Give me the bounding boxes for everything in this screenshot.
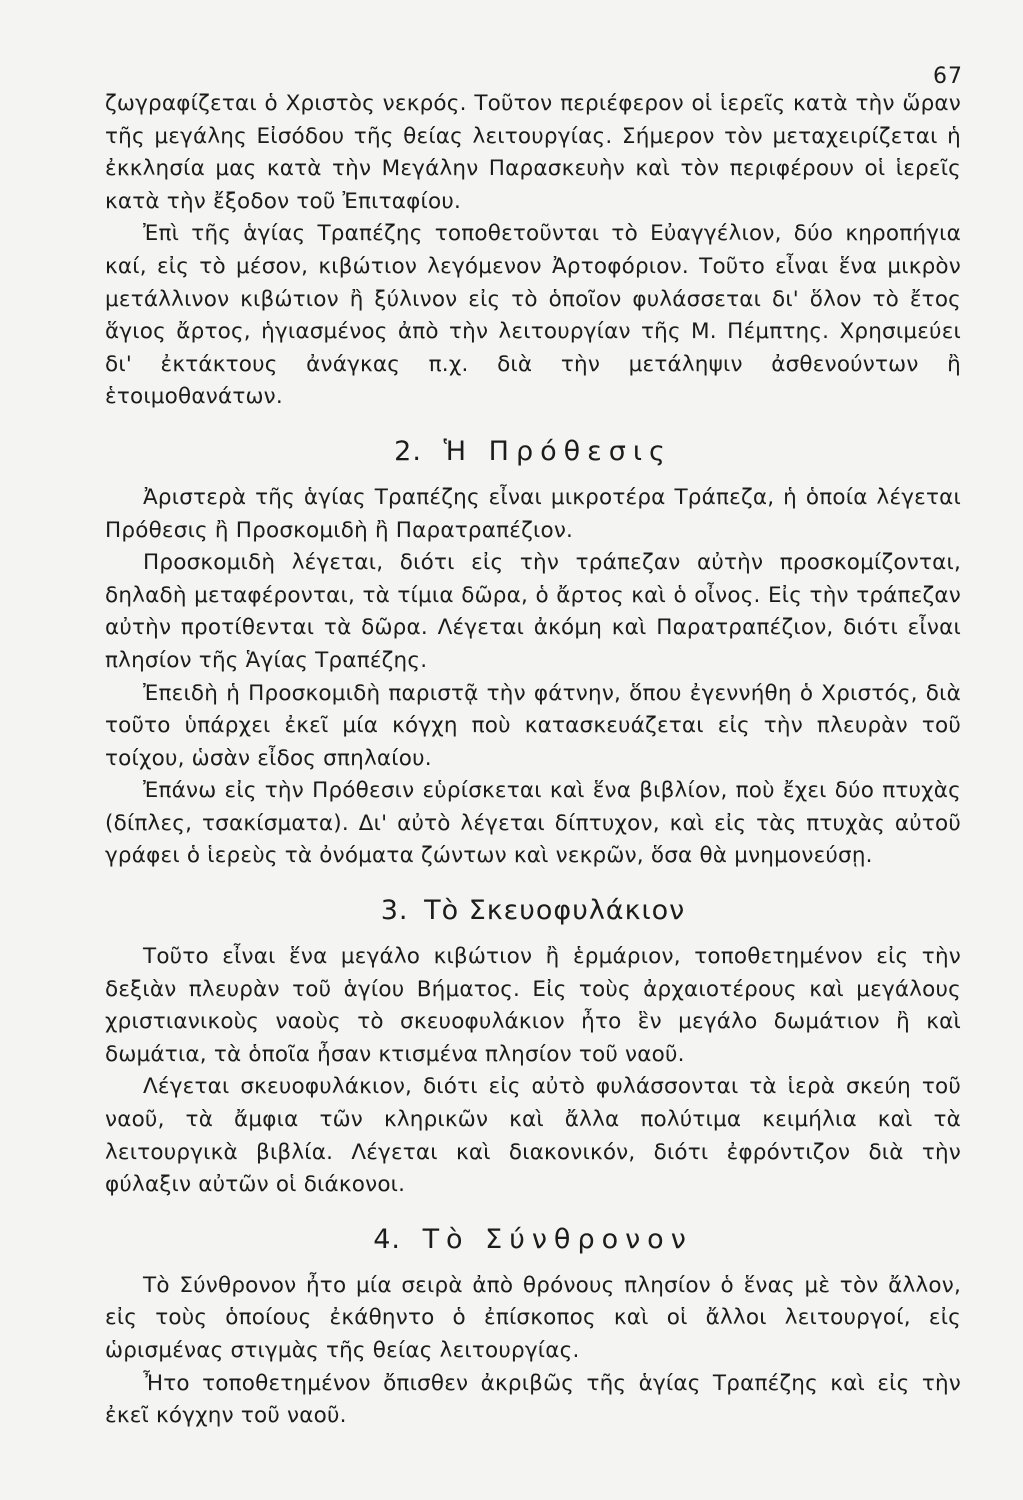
intro-paragraph-1: ζωγραφίζεται ὁ Χριστὸς νεκρός. Τοῦτον περιέφερον οἱ ἱερεῖς κατὰ τὴν ὥραν τῆς μεγάλης Εἰσόδου τῆς θείας λειτουργίας. Σήμερον τὸν μεταχειρίζεται ἡ ἐκκλησία μας κατὰ τὴν Μεγάλην Παρασκευὴν καὶ τὸν περιφέρουν οἱ ἱερεῖς κατὰ τὴν ἔξοδον τοῦ Ἐπιταφίου. — [105, 91, 961, 214]
section-number: 2. — [394, 435, 422, 467]
section-paragraph: Ἐπάνω εἰς τὴν Πρόθεσιν εὑρίσκεται καὶ ἕνα βιβλίον, ποὺ ἔχει δύο πτυχὰς (δίπλες, τσακίσματα). Δι' αὐτὸ λέγεται δίπτυχον, καὶ εἰς τὰς πτυχὰς αὐτοῦ γράφει ὁ ἱερεὺς τὰ ὀνόματα ζώντων καὶ νεκρῶν, ὅσα θὰ μνημονεύσῃ. — [105, 778, 961, 869]
section-paragraph: Τὸ Σύνθρονον ἦτο μία σειρὰ ἀπὸ θρόνους πλησίον ὁ ἕνας μὲ τὸν ἄλλον, εἰς τοὺς ὁποίους ἐκάθηντο ὁ ἐπίσκοπος καὶ οἱ ἄλλοι λειτουργοί, εἰς ὡρισμένας στιγμὰς τῆς θείας λειτουργίας. — [105, 1272, 961, 1363]
section-paragraph: Προσκομιδὴ λέγεται, διότι εἰς τὴν τράπεζαν αὐτὴν προσκομίζονται, δηλαδὴ μεταφέρονται, τὰ τίμια δῶρα, ὁ ἄρτος καὶ ὁ οἶνος. Εἰς τὴν τράπεζαν αὐτὴν προτίθενται τὰ δῶρα. Λέγεται ἀκόμη καὶ Παρατραπέζιον, διότι εἶναι πλησίον τῆς Ἁγίας Τραπέζης. — [105, 550, 961, 673]
section-title: Τὸ Σκευοφυλάκιον — [424, 895, 686, 927]
section-paragraph: Ἐπειδὴ ἡ Προσκομιδὴ παριστᾷ τὴν φάτνην, ὅπου ἐγεννήθη ὁ Χριστός, διὰ τοῦτο ὑπάρχει ἐκεῖ μία κόγχη ποὺ κατασκευάζεται εἰς τὴν πλευρὰν τοῦ τοίχου, ὡσὰν εἶδος σπηλαίου. — [105, 680, 961, 771]
intro-paragraph-2: Ἐπὶ τῆς ἁγίας Τραπέζης τοποθετοῦνται τὸ Εὐαγγέλιον, δύο κηροπήγια καί, εἰς τὸ μέσον, κιβώτιον λεγόμενον Ἀρτοφόριον. Τοῦτο εἶναι ἕνα μικρὸν μετάλλινον κιβώτιον ἢ ξύλινον εἰς τὸ ὁποῖον φυλάσσεται δι' ὅλον τὸ ἔτος ἅγιος ἄρτος, ἡγιασμένος ἀπὸ τὴν λειτουργίαν τῆς Μ. Πέμπτης. Χρησιμεύει δι' ἐκτάκτους ἀνάγκας π.χ. διὰ τὴν μετάληψιν ἀσθενούντων ἢ ἑτοιμοθανάτων. — [105, 221, 961, 410]
section-number: 4. — [373, 1223, 401, 1255]
section-number: 3. — [380, 895, 409, 927]
section-title: Ἡ Πρόθεσις — [443, 435, 672, 467]
section-title: Τὸ Σύνθρονον — [422, 1223, 693, 1255]
section-heading-skeuophylakion — [105, 891, 961, 931]
section-paragraph: Τοῦτο εἶναι ἕνα μεγάλο κιβώτιον ἢ ἑρμάριον, τοποθετημένον εἰς τὴν δεξιὰν πλευρὰν τοῦ ἁγίου Βήματος. Εἰς τοὺς ἀρχαιοτέρους καὶ μεγάλους χριστιανικοὺς ναοὺς τὸ σκευοφυλάκιον ἦτο ἓν μεγάλο δωμάτιον ἢ καὶ δωμάτια, τὰ ὁποῖα ἦσαν κτισμένα πλησίον τοῦ ναοῦ. — [105, 944, 961, 1067]
page-number: 67 — [933, 64, 963, 89]
section-paragraph: Ἦτο τοποθετημένον ὄπισθεν ἀκριβῶς τῆς ἁγίας Τραπέζης καὶ εἰς τὴν ἐκεῖ κόγχην τοῦ ναοῦ. — [105, 1370, 961, 1429]
section-heading-synthronon — [105, 1220, 961, 1260]
section-heading-prothesis — [105, 432, 961, 472]
section-paragraph: Λέγεται σκευοφυλάκιον, διότι εἰς αὐτὸ φυλάσσονται τὰ ἱερὰ σκεύη τοῦ ναοῦ, τὰ ἄμφια τῶν κληρικῶν καὶ ἄλλα πολύτιμα κειμήλια καὶ τὰ λειτουργικὰ βιβλία. Λέγεται καὶ διακονικόν, διότι ἐφρόντιζον διὰ τὴν φύλαξιν αὐτῶν οἱ διάκονοι. — [105, 1074, 961, 1198]
section-paragraph: Ἀριστερὰ τῆς ἁγίας Τραπέζης εἶναι μικροτέρα Τράπεζα, ἡ ὁποία λέγεται Πρόθεσις ἢ Προσκομιδὴ ἢ Παρατραπέζιον. — [105, 484, 961, 543]
